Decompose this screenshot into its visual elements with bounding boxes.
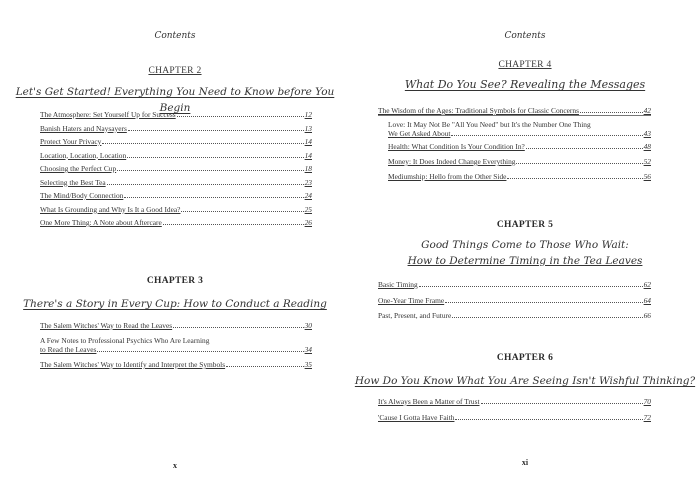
chapter-4-title-text: What Do You See? Revealing the Messages xyxy=(404,78,646,91)
toc-entry[interactable]: Choosing the Perfect Cup 18 xyxy=(40,164,312,173)
chapter-6-label: CHAPTER 6 xyxy=(496,353,554,363)
toc-entry[interactable]: Selecting the Best Tea 23 xyxy=(40,177,312,187)
chapter-4-label[interactable]: CHAPTER 4 xyxy=(498,60,552,70)
toc-entry[interactable]: One More Thing: A Note about Aftercare 26 xyxy=(40,218,312,227)
chapter-3-title[interactable] xyxy=(0,296,350,312)
chapter-5-title-line1: Good Things Come to Those Who Wait: xyxy=(421,239,629,251)
chapter-2-title-text: Let's Get Started! Everything You Need to Know before You Begin xyxy=(15,86,335,114)
toc-entry[interactable]: Health: What Condition Is Your Condition In? 48 xyxy=(388,142,651,151)
toc-entry[interactable]: Love: It May Not Be "All You Need" but It's the Number One Thing We Get Asked About 43 xyxy=(388,120,651,138)
toc-entry-main[interactable]: The Wisdom of the Ages: Traditional Symbols for Classic Concerns 42 xyxy=(378,106,651,115)
toc-entry[interactable]: One-Year Time Frame 64 xyxy=(378,295,651,305)
chapter-6-title-text: How Do You Know What You Are Seeing Isn't Wishful Thinking? xyxy=(354,375,696,387)
toc-entry[interactable]: The Atmosphere: Set Yourself Up for Success 12 xyxy=(40,110,312,119)
toc-entry[interactable]: Past, Present, and Future 66 xyxy=(378,311,651,320)
toc-entry[interactable]: Location, Location, Location 14 xyxy=(40,150,312,160)
chapter-5-toc xyxy=(378,280,651,320)
chapter-4-toc xyxy=(378,106,651,181)
chapter-2-label[interactable]: CHAPTER 2 xyxy=(148,66,202,76)
toc-entry[interactable]: It's Always Been a Matter of Trust 70 xyxy=(378,397,651,406)
folio-right: xi xyxy=(521,458,529,467)
toc-entry[interactable]: The Mind/Body Connection 24 xyxy=(40,191,312,200)
toc-entry[interactable]: Money: It Does Indeed Change Everything 52 xyxy=(388,157,651,166)
toc-entry[interactable]: Banish Haters and Naysayers 13 xyxy=(40,123,312,133)
running-head-left: Contents xyxy=(154,31,196,41)
chapter-5-title-line2: How to Determine Timing in the Tea Leaves xyxy=(407,255,643,267)
toc-entry[interactable]: The Salem Witches' Way to Read the Leaves 30 xyxy=(40,321,312,330)
toc-entry[interactable]: Basic Timing 62 xyxy=(378,280,651,289)
toc-entry[interactable]: A Few Notes to Professional Psychics Who Are Learning to Read the Leaves 34 xyxy=(40,336,312,354)
right-page xyxy=(350,0,700,496)
toc-entry[interactable]: Mediumship: Hello from the Other Side 56 xyxy=(388,172,651,181)
folio-left: x xyxy=(173,461,177,470)
toc-entry[interactable]: What Is Grounding and Why Is It a Good Idea? 25 xyxy=(40,204,312,214)
chapter-3-label: CHAPTER 3 xyxy=(146,276,204,286)
chapter-5-label: CHAPTER 5 xyxy=(496,220,554,230)
chapter-6-toc xyxy=(378,397,651,422)
toc-entry[interactable]: Protect Your Privacy 14 xyxy=(40,137,312,146)
chapter-3-title-text: There's a Story in Every Cup: How to Conduct a Reading xyxy=(23,298,327,310)
chapter-4-title[interactable] xyxy=(350,77,700,93)
chapter-6-title[interactable] xyxy=(350,373,700,389)
running-head-right: Contents xyxy=(504,31,546,41)
chapter-2-toc xyxy=(40,110,312,227)
toc-entry[interactable]: 'Cause I Gotta Have Faith 72 xyxy=(378,412,651,422)
chapter-3-toc xyxy=(40,321,312,369)
toc-entry[interactable]: The Salem Witches' Way to Identify and Interpret the Symbols 35 xyxy=(40,360,312,369)
chapter-5-title[interactable] xyxy=(350,237,700,269)
